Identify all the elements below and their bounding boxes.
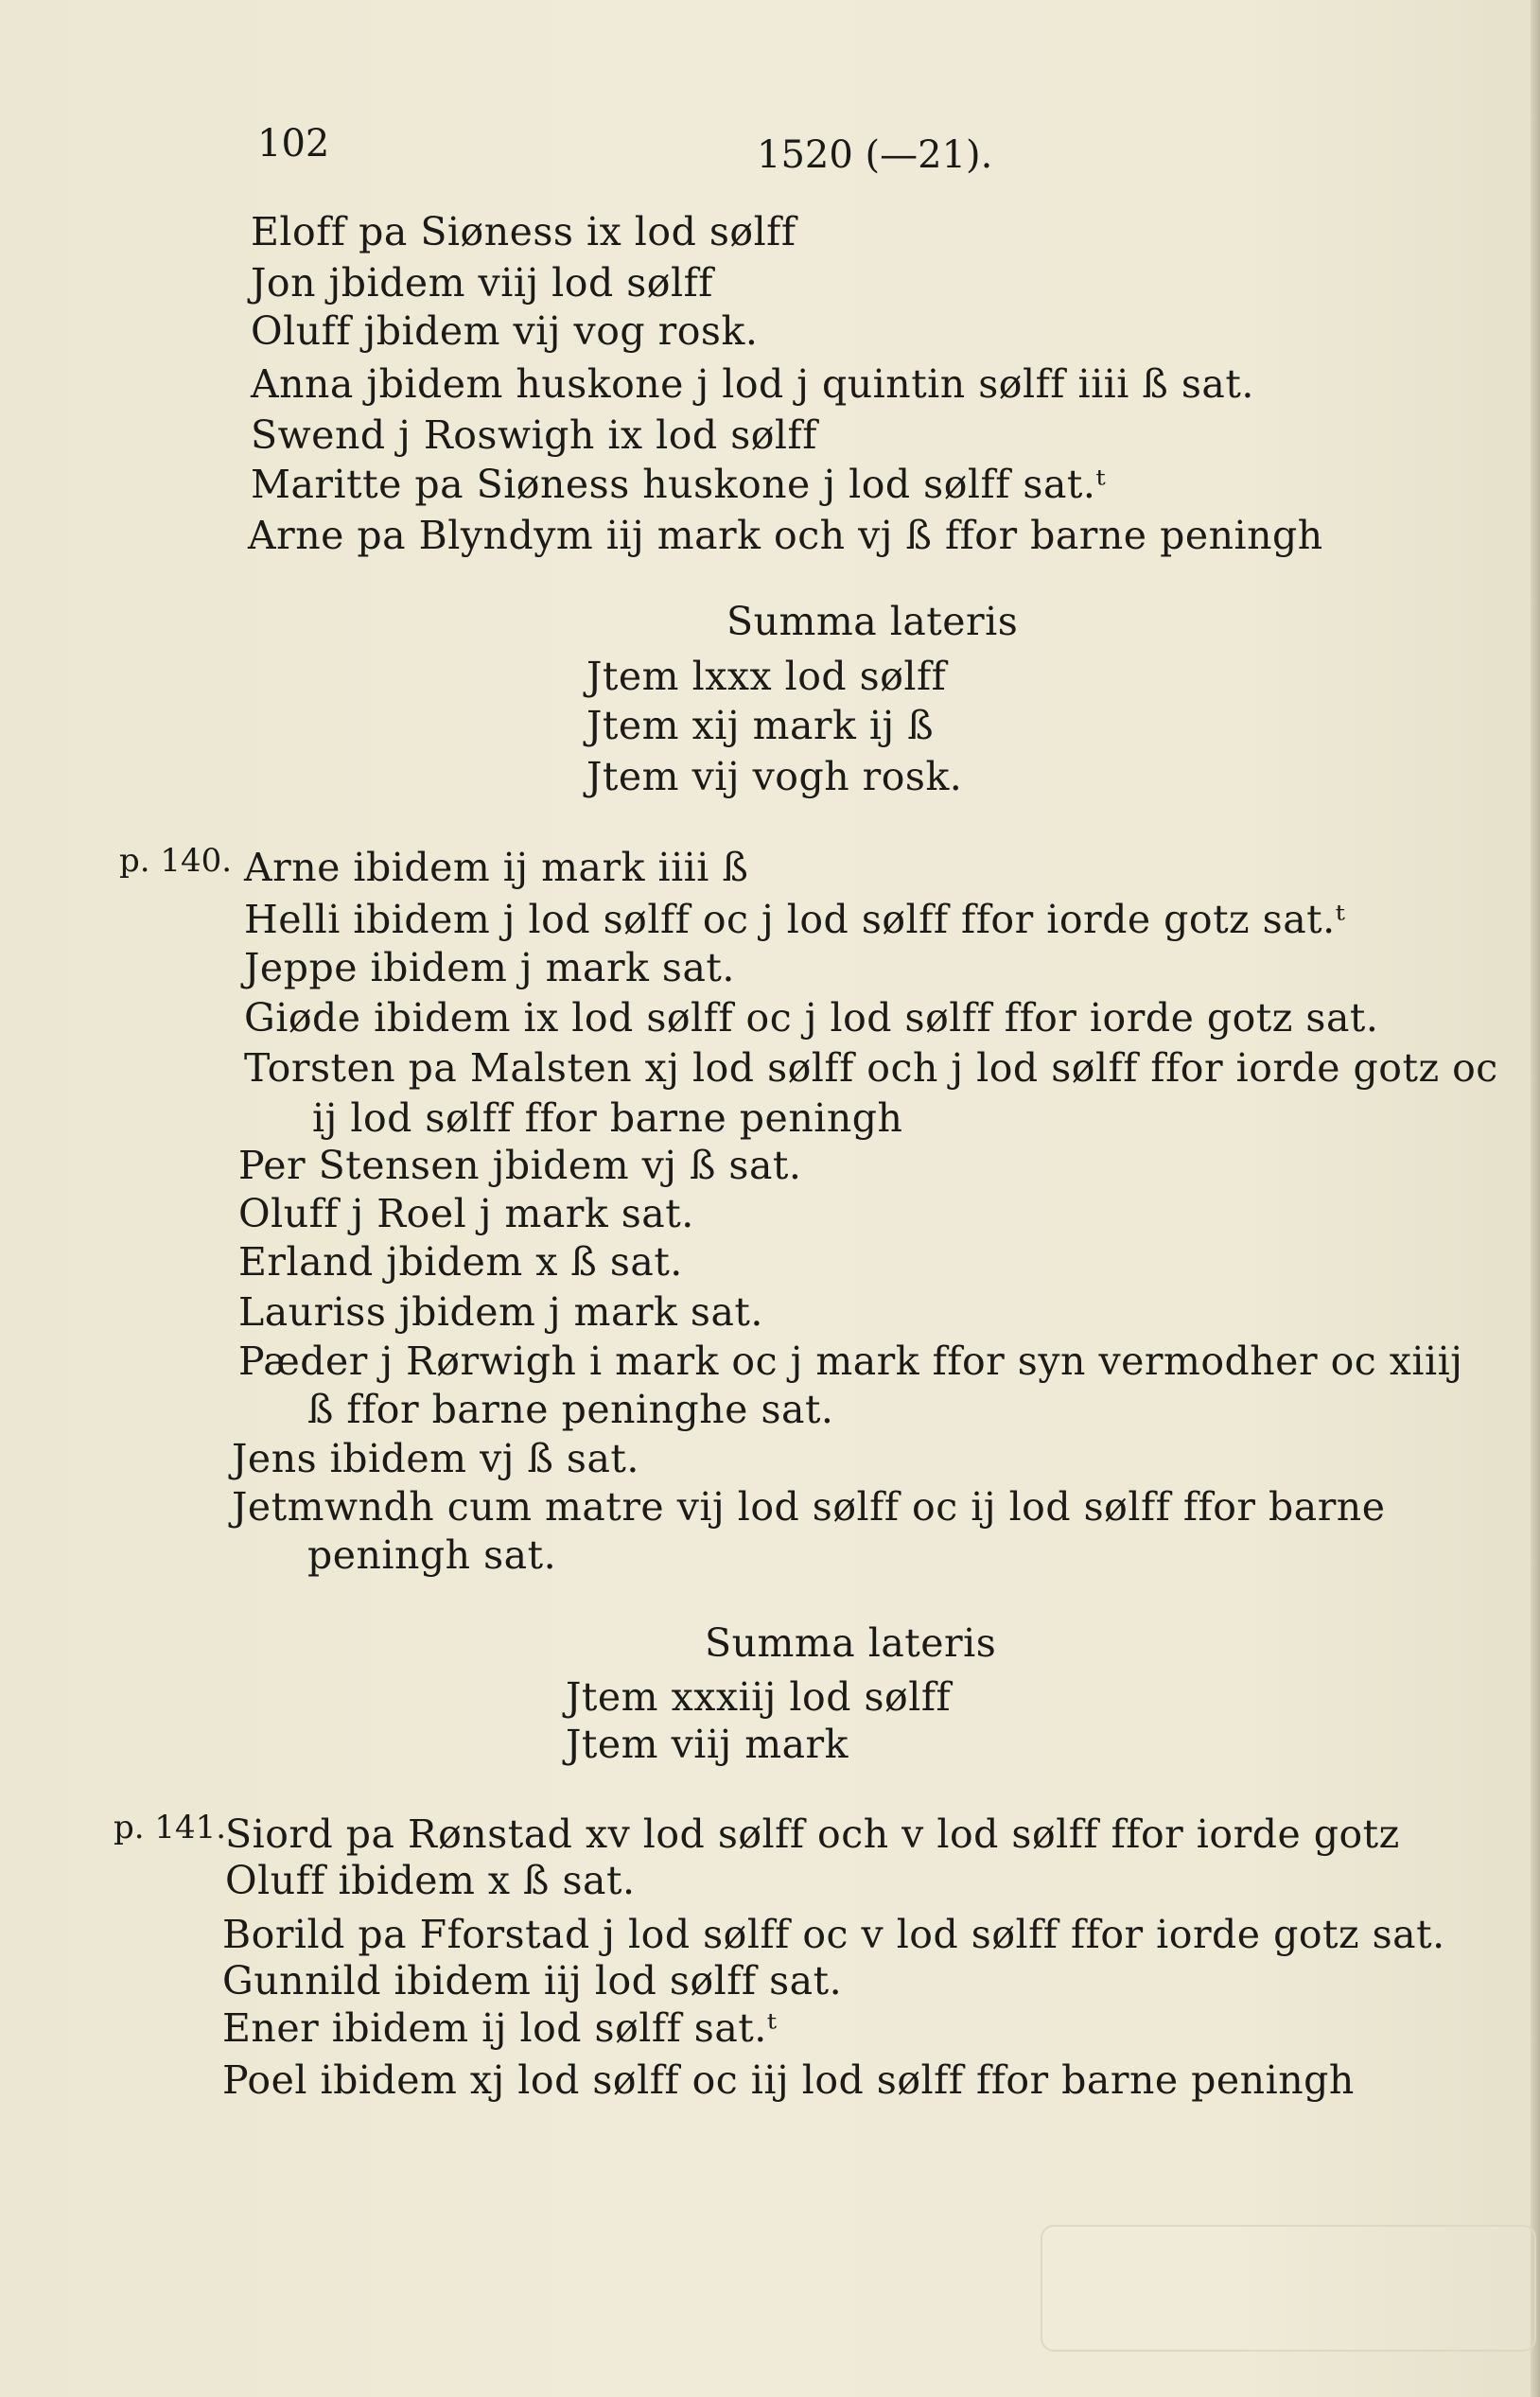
entry-line: Torsten pa Malsten xj lod sølff och j lod sølff ffor iorde gotz oc (244, 1045, 1498, 1091)
page-edge-shadow (1531, 0, 1540, 2397)
entry-line: Pæder j Rørwigh i mark oc j mark ffor syn vermodher oc xiiij (238, 1338, 1463, 1384)
entry-line: Jetmwndh cum matre vij lod sølff oc ij lod sølff ffor barne (232, 1484, 1386, 1530)
entry-line: Jon jbidem viij lod sølff (251, 260, 713, 306)
entry-line: Anna jbidem huskone j lod j quintin sølff iiii ß sat. (251, 361, 1254, 407)
margin-page-reference: p. 141. (114, 1809, 227, 1846)
faint-stamp-impression (1041, 2225, 1536, 2352)
entry-line: Giøde ibidem ix lod sølff oc j lod sølff ffor iorde gotz sat. (244, 995, 1379, 1041)
summa-line: Jtem xxxiij lod sølff (566, 1674, 952, 1720)
summa-line: Jtem viij mark (566, 1722, 849, 1767)
entry-line: Gunnild ibidem iij lod sølff sat. (222, 1958, 843, 2003)
margin-page-reference: p. 140. (119, 842, 233, 880)
entry-line: Oluff j Roel j mark sat. (238, 1191, 694, 1236)
entry-line: Arne pa Blyndym iij mark och vj ß ffor barne peningh (248, 513, 1323, 558)
page-number: 102 (257, 122, 330, 166)
summa-line: Jtem lxxx lod sølff (586, 654, 947, 699)
entry-line: Ener ibidem ij lod sølff sat.ᵗ (222, 2005, 778, 2051)
entry-line: Poel ibidem xj lod sølff oc iij lod sølff ffor barne peningh (222, 2057, 1355, 2103)
summa-line: Jtem xij mark ij ß (586, 703, 935, 748)
entry-line: Oluff jbidem vij vog rosk. (251, 308, 759, 354)
summa-line: Jtem vij vogh rosk. (586, 754, 963, 799)
entry-line: Per Stensen jbidem vj ß sat. (238, 1143, 802, 1188)
entry-line: Eloff pa Siøness ix lod sølff (251, 209, 796, 254)
summa-heading: Summa lateris (705, 1620, 997, 1666)
entry-line: Erland jbidem x ß sat. (238, 1239, 683, 1285)
entry-line: peningh sat. (307, 1532, 557, 1578)
entry-line: ß ffor barne peninghe sat. (307, 1387, 834, 1432)
entry-line: Helli ibidem j lod sølff oc j lod sølff ffor iorde gotz sat.ᵗ (244, 897, 1346, 942)
entry-line: Borild pa Fforstad j lod sølff oc v lod sølff ffor iorde gotz sat. (222, 1912, 1445, 1957)
entry-line: Arne ibidem ij mark iiii ß (244, 845, 749, 890)
entry-line: Jeppe ibidem j mark sat. (244, 945, 735, 990)
running-title: 1520 (—21). (757, 133, 993, 177)
entry-line: ij lod sølff ffor barne peningh (312, 1095, 903, 1141)
summa-heading: Summa lateris (726, 599, 1019, 644)
entry-line: Maritte pa Siøness huskone j lod sølff sat.ᵗ (251, 462, 1107, 507)
entry-line: Swend j Roswigh ix lod sølff (251, 412, 817, 458)
entry-line: Jens ibidem vj ß sat. (232, 1436, 639, 1481)
entry-line: Lauriss jbidem j mark sat. (238, 1289, 763, 1335)
entry-line: Oluff ibidem x ß sat. (225, 1858, 636, 1903)
entry-line: Siord pa Rønstad xv lod sølff och v lod sølff ffor iorde gotz (225, 1811, 1400, 1857)
